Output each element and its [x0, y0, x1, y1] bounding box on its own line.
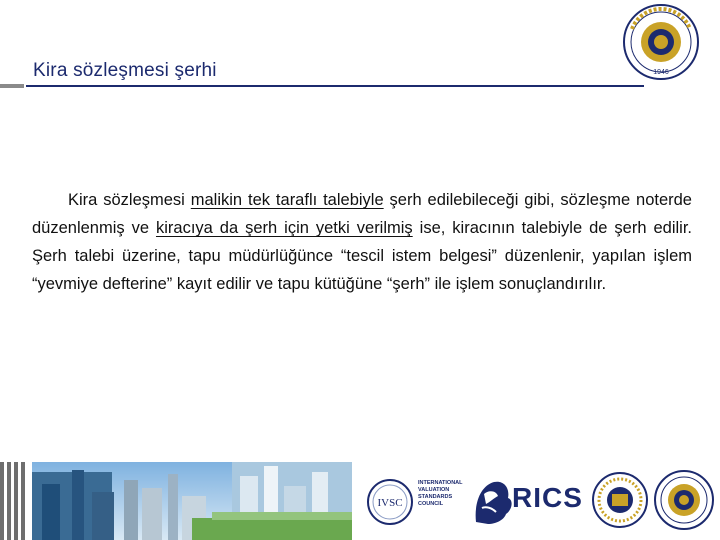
ivsc-caption — [418, 480, 463, 508]
seal-year: 1946 — [653, 69, 669, 76]
ivsc-line-2: VALUATION — [418, 487, 450, 493]
paragraph-text-2: şerh edilebileceği gibi, sözleşme noterde düzenlenmiş ve — [32, 191, 692, 237]
footer-accent-bars — [0, 462, 26, 540]
paragraph-underline-1: malikin tek taraflı talebiyle — [190, 191, 384, 209]
university-seal-logo — [622, 3, 700, 81]
rics-wordmark: RICS — [512, 482, 583, 513]
slide-title: Kira sözleşmesi şerhi — [33, 60, 217, 81]
ivsc-line-1: INTERNATIONAL — [418, 480, 463, 486]
title-rule-accent — [0, 84, 24, 88]
university-seal-logo-small — [652, 466, 716, 534]
title-rule — [26, 85, 644, 87]
paragraph-underline-2: kiracıya da şerh için yetki verilmiş — [155, 219, 413, 237]
ivsc-line-4: COUNCIL — [418, 501, 444, 507]
ivsc-mark: IVSC — [377, 497, 403, 509]
partner-seal-logo — [590, 466, 650, 534]
footer-band — [0, 462, 720, 540]
paragraph-text-3: ise, kiracının talebiyle de şerh edilir. Şerh talebi üzerine, tapu müdürlüğünce “tescil istem belgesi” düzenlenir, yapılan işlem “yevmiye defterine” kayıt edilir ve tapu kütüğüne “şerh” ile işlem sonuçlandırılır. — [32, 219, 692, 293]
body-paragraph — [32, 186, 692, 298]
paragraph-text-1: Kira sözleşmesi — [68, 191, 191, 209]
city-skyline-image — [32, 462, 352, 540]
ivsc-line-3: STANDARDS — [418, 494, 453, 500]
